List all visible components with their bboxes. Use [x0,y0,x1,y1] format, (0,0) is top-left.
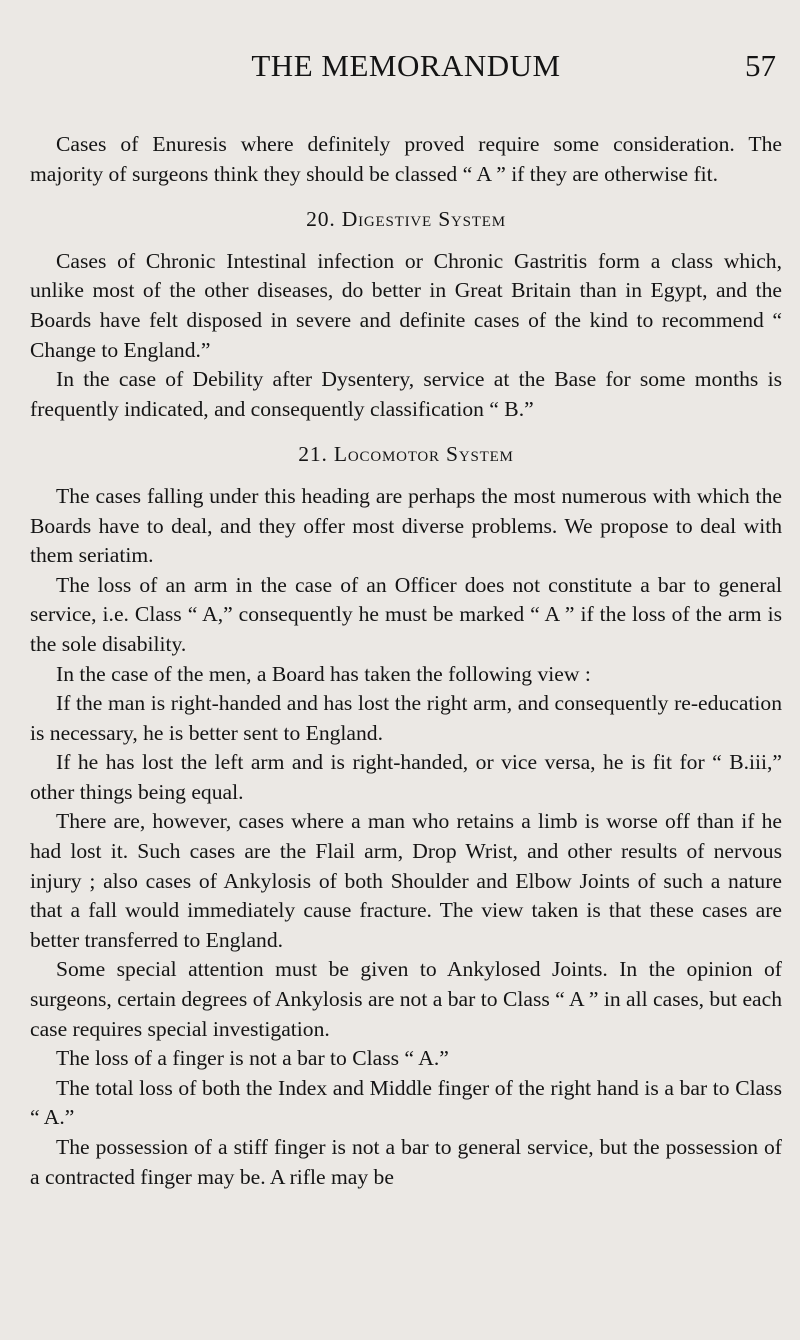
paragraph-enuresis: Cases of Enuresis where definitely proved require some consideration. The majority of surgeons think they should be classed “ A ” if they are otherwise fit. [30,132,782,186]
running-title: THE MEMORANDUM [251,48,561,83]
section-heading-digestive-system: 20. Digestive System [306,207,506,232]
paragraph-right-handed: If the man is right-handed and has lost the right arm, and consequently re-education is necessary, he is better sent to England. [30,691,782,745]
page-number: 57 [745,48,776,83]
paragraph-debility-dysentery: In the case of Debility after Dysentery, service at the Base for some months is frequently indicated, and consequently classification “ B.” [30,367,782,421]
running-head [30,48,782,88]
paragraph-officer-arm-loss: The loss of an arm in the case of an Officer does not constitute a bar to general service, i.e. Class “ A,” consequently he must be marked “ A ” if the loss of the arm is the sole disability. [30,572,782,656]
body-text [30,130,782,1192]
paragraph-left-arm: If he has lost the left arm and is right-handed, or vice versa, he is fit for “ B.iii,” other things being equal. [30,750,782,804]
section-heading-locomotor-system: 21. Locomotor System [298,442,514,467]
paragraph-retained-limb: There are, however, cases where a man who retains a limb is worse off than if he had lost it. Such cases are the Flail arm, Drop Wrist, and other results of nervous injury ; also cases of Ankylosis of both Shoulder and Elbow Joints of such a nature that a fall would immediately cause fracture. The view taken is that these cases are better transferred to England. [30,809,782,952]
paragraph-index-middle-finger: The total loss of both the Index and Middle finger of the right hand is a bar to Class “ A.” [30,1075,782,1130]
paragraph-men-view: In the case of the men, a Board has taken the following view : [56,661,591,686]
book-page [30,0,782,1340]
paragraph-ankylosed-joints: Some special attention must be given to Ankylosed Joints. In the opinion of surgeons, certain degrees of Ankylosis are not a bar to Class “ A ” in all cases, but each case requires special investigation. [30,957,782,1041]
paragraph-locomotor-intro: The cases falling under this heading are perhaps the most numerous with which the Boards have to deal, and they offer most diverse problems. We propose to deal with them seriatim. [30,483,782,568]
paragraph-finger-loss: The loss of a finger is not a bar to Class “ A.” [56,1046,449,1071]
paragraph-intestinal-infection: Cases of Chronic Intestinal infection or Chronic Gastritis form a class which, unlike most of the other diseases, do better in Great Britain than in Egypt, and the Boards have felt disposed in severe and definite cases of the kind to recommend “ Change to England.” [30,248,782,362]
paragraph-stiff-finger: The possession of a stiff finger is not a bar to general service, but the possession of a contracted finger may be. A rifle may be [30,1135,782,1189]
